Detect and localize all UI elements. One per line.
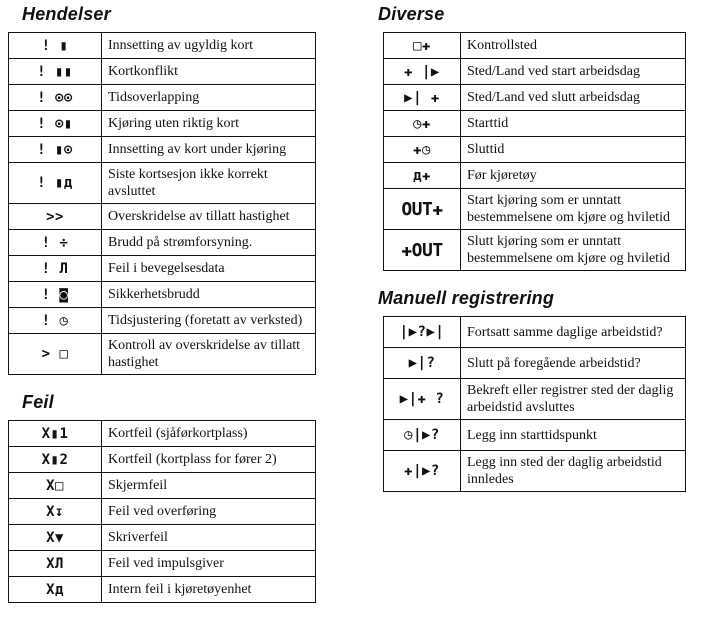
symbol-cell (9, 334, 102, 375)
table-row (9, 85, 316, 111)
table-row (9, 499, 316, 525)
symbol-cell (9, 421, 102, 447)
table-row (384, 379, 686, 420)
invalid-card-insertion-icon: ! ▮ (41, 37, 69, 54)
table-row (9, 256, 316, 282)
symbol-cell (9, 137, 102, 163)
table-row (384, 163, 686, 189)
table-row (384, 317, 686, 348)
symbol-description: Slutt på foregående arbeidstid? (461, 348, 686, 379)
out-end-icon: ✚OUT (401, 239, 443, 261)
symbol-description: Brudd på strømforsyning. (102, 230, 316, 256)
section-title-manuell-registrering: Manuell registrering (378, 288, 555, 308)
symbol-cell (384, 111, 461, 137)
symbol-description: Skjermfeil (102, 473, 316, 499)
time-overlap-icon: ! ⊙⊙ (37, 89, 73, 106)
symbol-cell (9, 230, 102, 256)
symbol-cell (384, 348, 461, 379)
vehicle-unit-fault-icon: Xд (46, 581, 64, 598)
symbol-cell (9, 85, 102, 111)
hendelser-table (8, 32, 316, 375)
overspeeding-icon: >> (46, 208, 64, 225)
enter-start-time-icon: ◷|▶? (404, 427, 440, 443)
printer-fault-icon: X▼ (46, 529, 64, 546)
symbol-description: Kortfeil (sjåførkortplass) (102, 421, 316, 447)
symbol-description: Skriverfeil (102, 525, 316, 551)
symbol-cell (9, 163, 102, 204)
symbol-description: Starttid (461, 111, 686, 137)
symbol-cell (9, 308, 102, 334)
table-row (384, 230, 686, 271)
symbol-cell (384, 85, 461, 111)
enter-start-location-icon: ✚|▶? (404, 463, 440, 479)
table-row (384, 59, 686, 85)
symbol-cell (9, 447, 102, 473)
symbol-description: Sluttid (461, 137, 686, 163)
table-row (9, 137, 316, 163)
symbol-description: Kontrollsted (461, 33, 686, 59)
motion-data-error-icon: ! Л (41, 260, 69, 277)
table-row (9, 308, 316, 334)
table-row (9, 33, 316, 59)
feil-table (8, 420, 316, 603)
symbol-cell (384, 420, 461, 451)
symbol-description: Kjøring uten riktig kort (102, 111, 316, 137)
symbol-cell (9, 551, 102, 577)
impulse-sensor-fault-icon: XЛ (46, 555, 64, 572)
symbol-description: Legg inn starttidspunkt (461, 420, 686, 451)
end-previous-work-period-icon: ▶|? (408, 355, 436, 371)
table-row (9, 282, 316, 308)
symbol-cell (384, 33, 461, 59)
end-time-icon: ✚◷ (413, 141, 431, 158)
diverse-table (383, 32, 686, 271)
symbol-description: Legg inn sted der daglig arbeidstid innledes (461, 451, 686, 492)
table-row (384, 348, 686, 379)
symbol-description: Tidsjustering (foretatt av verksted) (102, 308, 316, 334)
symbol-description: Feil ved overføring (102, 499, 316, 525)
driving-without-valid-card-icon: ! ⊙▮ (37, 115, 73, 132)
security-breach-icon: ! ◙ (41, 286, 69, 303)
last-card-session-not-closed-icon: ! ▮д (37, 175, 73, 191)
symbol-cell (384, 379, 461, 420)
symbol-description: Overskridelse av tillatt hastighet (102, 204, 316, 230)
symbol-description: Kontroll av overskridelse av tillatt hastighet (102, 334, 316, 375)
symbol-description: Innsetting av ugyldig kort (102, 33, 316, 59)
codriver-card-fault-icon: X▮2 (41, 451, 69, 468)
left-column (8, 0, 320, 603)
symbol-description: Start kjøring som er unntatt bestemmelsene om kjøre og hviletid (461, 189, 686, 230)
symbol-cell (384, 230, 461, 271)
table-row (384, 451, 686, 492)
symbol-cell (384, 137, 461, 163)
symbol-cell (384, 317, 461, 348)
card-conflict-icon: ! ▮▮ (37, 63, 73, 80)
start-location-icon: ✚ |▶ (404, 63, 440, 80)
power-supply-interruption-icon: ! ÷ (41, 234, 69, 251)
symbol-cell (9, 282, 102, 308)
time-adjustment-icon: ! ◷ (41, 312, 69, 329)
end-location-icon: ▶| ✚ (404, 89, 440, 106)
table-row (9, 163, 316, 204)
symbol-description: Sikkerhetsbrudd (102, 282, 316, 308)
table-row (384, 33, 686, 59)
table-row (384, 137, 686, 163)
symbol-description: Bekreft eller registrer sted der daglig arbeidstid avsluttes (461, 379, 686, 420)
symbol-description: Siste kortsesjon ikke korrekt avsluttet (102, 163, 316, 204)
table-row (9, 334, 316, 375)
table-row (384, 85, 686, 111)
symbol-cell (384, 59, 461, 85)
symbol-cell (9, 525, 102, 551)
display-fault-icon: X□ (46, 477, 64, 494)
control-place-icon: □✚ (413, 37, 431, 54)
symbol-cell (9, 499, 102, 525)
symbol-description: Feil i bevegelsesdata (102, 256, 316, 282)
symbol-description: Sted/Land ved slutt arbeidsdag (461, 85, 686, 111)
table-row (384, 111, 686, 137)
table-row (9, 473, 316, 499)
download-fault-icon: X↧ (46, 503, 64, 520)
right-column (378, 0, 690, 492)
vehicle-ferry-icon: д✚ (413, 167, 431, 184)
symbol-cell (384, 163, 461, 189)
symbol-cell (9, 256, 102, 282)
symbol-cell (384, 189, 461, 230)
confirm-end-location-icon: ▶|✚ ? (399, 391, 445, 407)
manuell-registrering-table (383, 316, 686, 492)
symbol-cell (9, 204, 102, 230)
table-row (9, 525, 316, 551)
table-row (9, 551, 316, 577)
section-title-diverse: Diverse (378, 4, 445, 24)
driver-card-fault-icon: X▮1 (41, 425, 69, 442)
symbol-description: Sted/Land ved start arbeidsdag (461, 59, 686, 85)
symbol-cell (9, 33, 102, 59)
symbol-description: Før kjøretøy (461, 163, 686, 189)
table-row (9, 204, 316, 230)
table-row (9, 59, 316, 85)
symbol-cell (9, 59, 102, 85)
card-insertion-while-driving-icon: ! ▮⊙ (37, 141, 73, 158)
symbol-cell (9, 111, 102, 137)
symbol-cell (384, 451, 461, 492)
table-row (9, 447, 316, 473)
symbol-cell (9, 577, 102, 603)
symbol-description: Intern feil i kjøretøyenhet (102, 577, 316, 603)
symbol-description: Feil ved impulsgiver (102, 551, 316, 577)
table-row (9, 111, 316, 137)
symbol-description: Fortsatt samme daglige arbeidstid? (461, 317, 686, 348)
table-row (9, 230, 316, 256)
table-row (384, 420, 686, 451)
section-title-feil: Feil (22, 392, 54, 412)
start-time-icon: ◷✚ (413, 115, 431, 132)
same-work-period-icon: |▶?▶| (399, 324, 445, 340)
symbol-description: Kortfeil (kortplass for fører 2) (102, 447, 316, 473)
symbol-description: Slutt kjøring som er unntatt bestemmelsene om kjøre og hviletid (461, 230, 686, 271)
out-start-icon: OUT✚ (401, 198, 443, 220)
symbol-description: Innsetting av kort under kjøring (102, 137, 316, 163)
symbol-cell (9, 473, 102, 499)
table-row (9, 577, 316, 603)
section-title-hendelser: Hendelser (22, 4, 111, 24)
overspeeding-control-icon: > □ (41, 346, 69, 362)
symbol-description: Kortkonflikt (102, 59, 316, 85)
symbol-description: Tidsoverlapping (102, 85, 316, 111)
table-row (384, 189, 686, 230)
table-row (9, 421, 316, 447)
